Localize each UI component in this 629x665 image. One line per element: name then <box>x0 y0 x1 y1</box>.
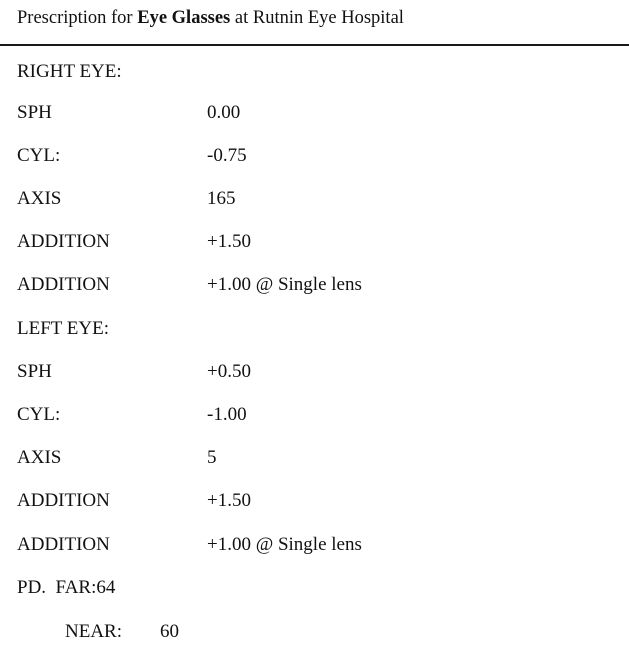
right-eye-cyl-row <box>0 145 629 171</box>
page-title <box>17 8 404 29</box>
left-eye-sph-row <box>0 361 629 387</box>
field-label: ADDITION <box>17 490 110 511</box>
field-value: +1.00 @ Single lens <box>207 534 362 555</box>
field-value: 0.00 <box>207 102 241 123</box>
section-title: RIGHT EYE: <box>17 61 122 82</box>
pd-far-row <box>0 577 629 603</box>
title-suffix: at Rutnin Eye Hospital <box>230 8 404 28</box>
left-eye-axis-row <box>0 447 629 473</box>
right-eye-axis-row <box>0 188 629 214</box>
title-prefix: Prescription for <box>17 8 138 28</box>
left-eye-cyl-row <box>0 404 629 430</box>
field-label: ADDITION <box>17 534 110 555</box>
right-eye-addition-row <box>0 231 629 257</box>
section-title: LEFT EYE: <box>17 318 110 339</box>
field-label: ADDITION <box>17 274 110 295</box>
right-eye-addition-single-row <box>0 274 629 300</box>
field-value: +1.50 <box>207 231 251 252</box>
field-label: AXIS <box>17 447 62 468</box>
right-eye-heading <box>0 61 629 87</box>
field-label: ADDITION <box>17 231 110 252</box>
field-value: 5 <box>207 447 217 468</box>
field-value: 165 <box>207 188 236 209</box>
pd-near-label: NEAR: <box>65 621 122 642</box>
field-value: +0.50 <box>207 361 251 382</box>
left-eye-heading <box>0 318 629 344</box>
field-value: +1.00 @ Single lens <box>207 274 362 295</box>
pd-near-row <box>0 621 629 647</box>
field-value: -1.00 <box>207 404 247 425</box>
right-eye-sph-row <box>0 102 629 128</box>
pd-far-text: PD. FAR:64 <box>17 577 116 598</box>
field-label: SPH <box>17 361 52 382</box>
left-eye-addition-single-row <box>0 534 629 560</box>
field-value: -0.75 <box>207 145 247 166</box>
header-divider <box>0 44 629 46</box>
pd-near-value: 60 <box>160 621 179 642</box>
left-eye-addition-row <box>0 490 629 516</box>
field-value: +1.50 <box>207 490 251 511</box>
field-label: AXIS <box>17 188 62 209</box>
field-label: CYL: <box>17 145 61 166</box>
title-emphasis: Eye Glasses <box>137 8 231 28</box>
field-label: CYL: <box>17 404 61 425</box>
field-label: SPH <box>17 102 52 123</box>
